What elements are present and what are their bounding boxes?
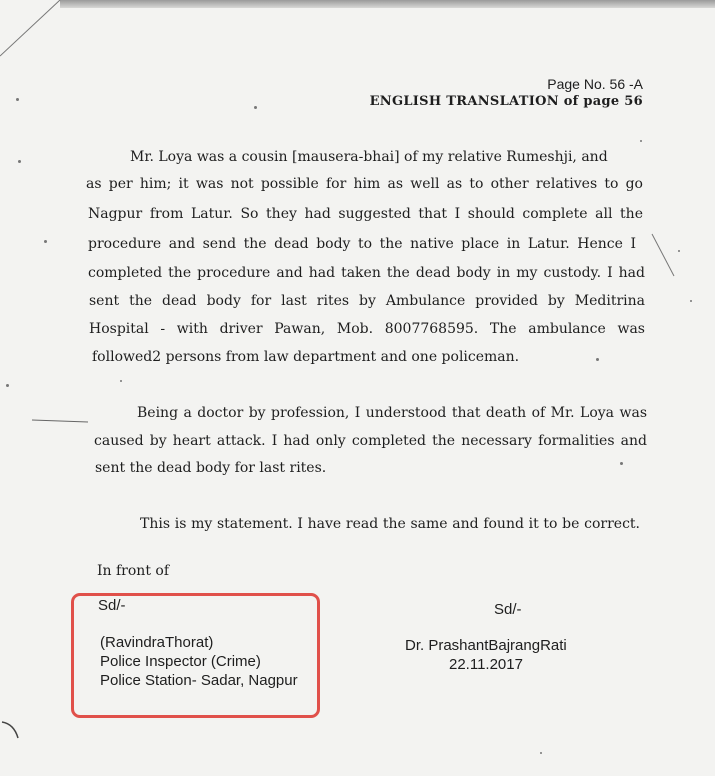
right-signatory-name: Dr. PrashantBajrangRati [405,637,567,654]
scan-speck [44,240,47,243]
scan-speck [254,106,257,109]
para1-line-5: completed the procedure and had taken the dead body in my custody. I had [88,265,645,281]
scan-curl [0,712,24,742]
para2-line-3: sent the dead body for last rites. [95,460,327,476]
signature-date: 22.11.2017 [449,656,523,673]
scan-stroke [648,230,678,280]
para1-line-7: Hospital - with driver Pawan, Mob. 8007768595. The ambulance was [89,321,645,337]
para1-line-6: sent the dead body for last rites by Ambulance provided by Meditrina [89,293,645,309]
scan-speck [6,384,9,387]
translation-title: ENGLISH TRANSLATION of page 56 [369,94,643,109]
para2-line-1: Being a doctor by profession, I understood that death of Mr. Loya was [137,405,647,421]
left-signatory-name: (RavindraThorat) [100,634,214,651]
scan-speck [640,140,642,142]
left-signature-sd: Sd/- [98,597,126,614]
scan-speck [596,358,599,361]
para1-line-3: Nagpur from Latur. So they had suggested that I should complete all the [88,206,643,222]
scan-speck [16,98,19,101]
para2-line-2: caused by heart attack. I had only completed the necessary formalities and [94,433,647,449]
scan-top-edge [60,0,715,8]
in-front-of-label: In front of [97,563,170,579]
left-signatory-designation: Police Inspector (Crime) [100,653,261,670]
scan-speck [678,250,680,252]
scan-speck [620,462,623,465]
right-signature-sd: Sd/- [494,601,522,618]
para1-line-4: procedure and send the dead body to the native place in Latur. Hence I [88,236,636,252]
scan-speck [690,300,692,302]
scan-speck [120,380,122,382]
para1-line-8: followed2 persons from law department and one policeman. [92,349,520,365]
statement-line: This is my statement. I have read the same and found it to be correct. [140,516,640,532]
page-number: Page No. 56 -A [547,76,643,92]
scan-stroke [30,410,90,430]
para1-line-1: Mr. Loya was a cousin [mausera-bhai] of my relative Rumeshji, and [130,149,608,165]
para1-line-2: as per him; it was not possible for him as well as to other relatives to go [86,176,643,192]
scan-speck [18,160,21,163]
page-fold-corner [0,0,64,64]
scan-speck [540,752,542,754]
left-signatory-station: Police Station- Sadar, Nagpur [100,672,298,689]
